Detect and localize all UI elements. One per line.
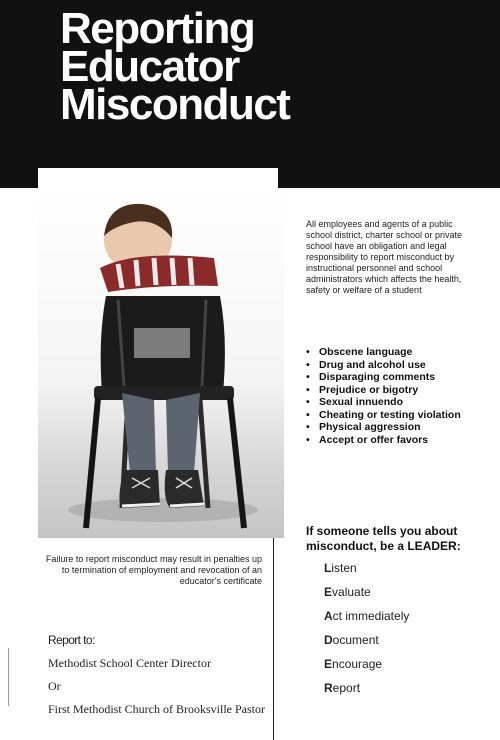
child-illustration [38,188,284,538]
list-item-text: Physical aggression [319,421,421,433]
step-initial: E [324,585,333,599]
step-rest: ncourage [332,657,383,671]
scan-artifact-line [8,648,9,706]
bullet-icon: • [306,421,310,433]
leader-step [324,604,409,628]
leader-step [324,556,409,580]
list-item-text: Cheating or testing violation [319,408,461,421]
list-item [306,421,496,434]
leader-step [324,628,409,652]
list-item-text: Drug and alcohol use [319,358,426,371]
child-on-chair-photo [38,188,284,538]
step-rest: ct immediately [332,609,410,623]
report-to-pastor: First Methodist Church of Brooksville Pastor [48,702,265,716]
bullet-icon: • [306,408,310,421]
bullet-icon: • [306,383,310,396]
leader-step [324,652,409,676]
leader-steps [324,556,409,700]
bullet-icon: • [306,358,310,371]
title-line-3: Misconduct [60,80,290,129]
list-item [306,371,496,384]
list-item-text: Sexual innuendo [319,396,404,408]
list-item-text: Prejudice or bigotry [319,383,419,396]
step-initial: D [324,633,333,647]
list-item [306,359,496,372]
penalty-warning: Failure to report misconduct may result in penalties up to termination of employment and revocation of an educator's certificate [45,554,262,586]
misconduct-list [306,346,496,446]
step-initial: R [324,681,333,695]
step-initial: E [324,657,333,671]
leader-heading: If someone tells you about misconduct, be a LEADER: [306,524,461,553]
intro-paragraph: All employees and agents of a public school district, charter school or private school have an obligation and legal responsibility to report misconduct by instructional personnel and school administrators which affects the health, safety or welfare of a student [306,219,463,295]
banner-notch [38,168,278,188]
list-item [306,396,496,409]
page-title [60,4,290,129]
step-rest: valuate [332,585,371,599]
list-item [306,409,496,422]
title-line-2: Educator [60,42,239,91]
bullet-icon: • [306,396,310,408]
step-initial: L [324,561,332,575]
bullet-icon: • [306,371,310,383]
leader-step [324,676,409,700]
step-rest: ocument [332,633,379,647]
list-item-text: Obscene language [319,346,413,358]
title-line-1: Reporting [60,4,255,53]
header-banner [0,0,500,188]
list-item [306,434,496,447]
list-item-text: Accept or offer favors [319,433,429,446]
column-divider [273,538,274,740]
report-to-or: Or [48,679,61,693]
report-to-label: Report to: [48,633,95,647]
report-to-director: Methodist School Center Director [48,656,211,670]
list-item-text: Disparaging comments [319,371,436,383]
bullet-icon: • [306,346,310,358]
bullet-icon: • [306,433,310,446]
step-initial: A [324,609,333,623]
leader-step [324,580,409,604]
list-item [306,384,496,397]
step-rest: isten [331,561,357,575]
list-item [306,346,496,359]
step-rest: eport [332,681,361,695]
